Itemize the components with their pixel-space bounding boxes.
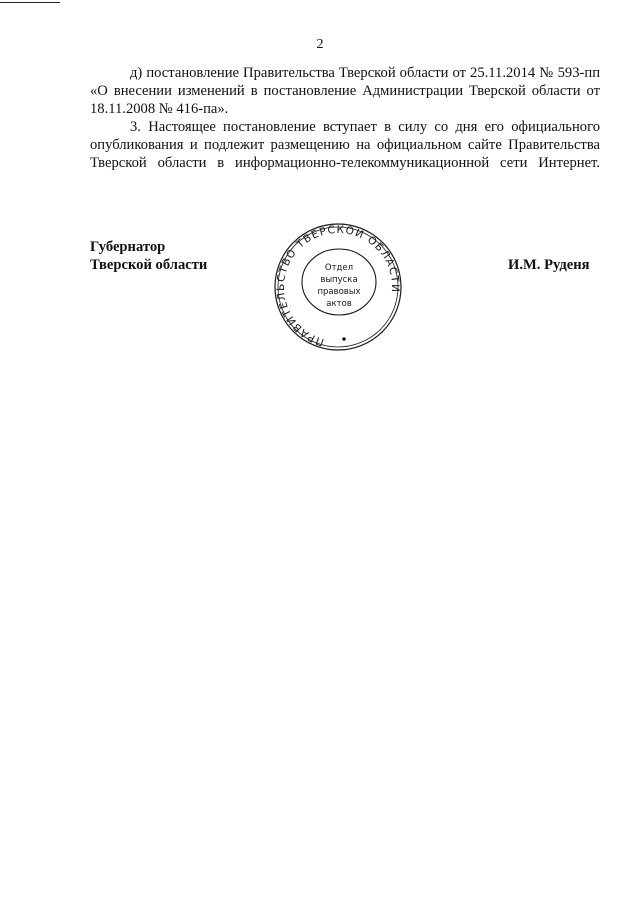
scan-edge-line <box>0 2 60 3</box>
signatory-title-line1: Губернатор <box>90 239 166 255</box>
signatory-name: И.М. Руденя <box>508 257 590 273</box>
seal-inner-line1: Отдел <box>324 263 354 273</box>
signatory-title <box>90 238 207 274</box>
official-seal <box>273 222 403 352</box>
seal-dot <box>342 337 346 341</box>
seal-inner-line3: правовых <box>317 287 361 297</box>
page-number: 2 <box>316 37 324 52</box>
paragraph-3: 3. Настоящее постановление вступает в силу со дня его официального опубликования и подлежит размещению на официальном сайте Правительства Тверской области в информационно-телекоммуникационной сети Интернет. <box>90 119 600 171</box>
paragraph-item-d: д) постановление Правительства Тверской области от 25.11.2014 № 593-пп «О внесении изменений в постановление Администрации Тверской области от 18.11.2008 № 416-па». <box>90 65 600 117</box>
document-body <box>90 64 600 172</box>
seal-inner-line2: выпуска <box>320 275 358 285</box>
seal-graphic <box>273 222 403 352</box>
seal-ring-text: ПРАВИТЕЛЬСТВО ТВЕРСКОЙ ОБЛАСТИ <box>274 223 402 349</box>
signatory-title-line2: Тверской области <box>90 257 208 273</box>
seal-inner-line4: актов <box>326 299 352 309</box>
